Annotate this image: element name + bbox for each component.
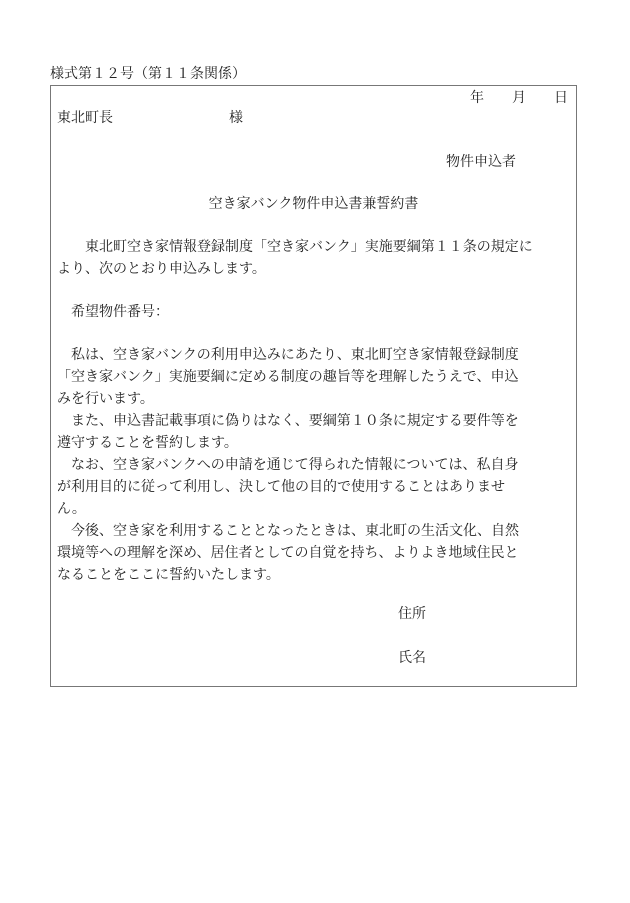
pledge-line: 環境等への理解を深め、居住者としての自覚を持ち、よりよき地域住民と (57, 545, 519, 561)
property-number-label: 希望物件番号： (71, 304, 169, 320)
pledge-line: みを行います。 (57, 391, 154, 407)
address-label: 住所 (398, 606, 426, 622)
pledge-line: なお、空き家バンクへの申請を通じて得られた情報については、私自身 (71, 457, 519, 473)
application-form-frame (50, 85, 577, 687)
applicant-label: 物件申込者 (446, 154, 516, 170)
year-label: 年 (470, 90, 484, 106)
pledge-line: が利用目的に従って利用し、決して他の目的で使用することはありませ (57, 479, 505, 495)
date-field (470, 88, 568, 108)
pledge-line: 私は、空き家バンクの利用申込みにあたり、東北町空き家情報登録制度 (71, 347, 519, 363)
pledge-line: 今後、空き家を利用することとなったときは、東北町の生活文化、自然 (71, 523, 519, 539)
addressee-name: 東北町長 (57, 110, 113, 126)
pledge-section (57, 344, 574, 586)
intro-line: 東北町空き家情報登録制度「空き家バンク」実施要綱第１１条の規定に (85, 239, 533, 255)
pledge-line: 遵守することを誓約します。 (57, 435, 238, 451)
month-label: 月 (512, 90, 526, 106)
form-number: 様式第１２号（第１１条関係） (50, 66, 246, 82)
document-title: 空き家バンク物件申込書兼誓約書 (208, 196, 419, 212)
pledge-line: また、申込書記載事項に偽りはなく、要綱第１０条に規定する要件等を (71, 413, 519, 429)
pledge-line: なることをここに誓約いたします。 (57, 567, 280, 583)
intro-line: より、次のとおり申込みします。 (57, 261, 266, 277)
pledge-line: ん。 (57, 501, 86, 517)
intro-paragraph (57, 236, 574, 280)
name-label: 氏名 (398, 650, 426, 666)
day-label: 日 (554, 90, 568, 106)
pledge-line: 「空き家バンク」実施要綱に定める制度の趣旨等を理解したうえで、申込 (57, 369, 519, 385)
addressee-honorific: 様 (229, 110, 243, 126)
